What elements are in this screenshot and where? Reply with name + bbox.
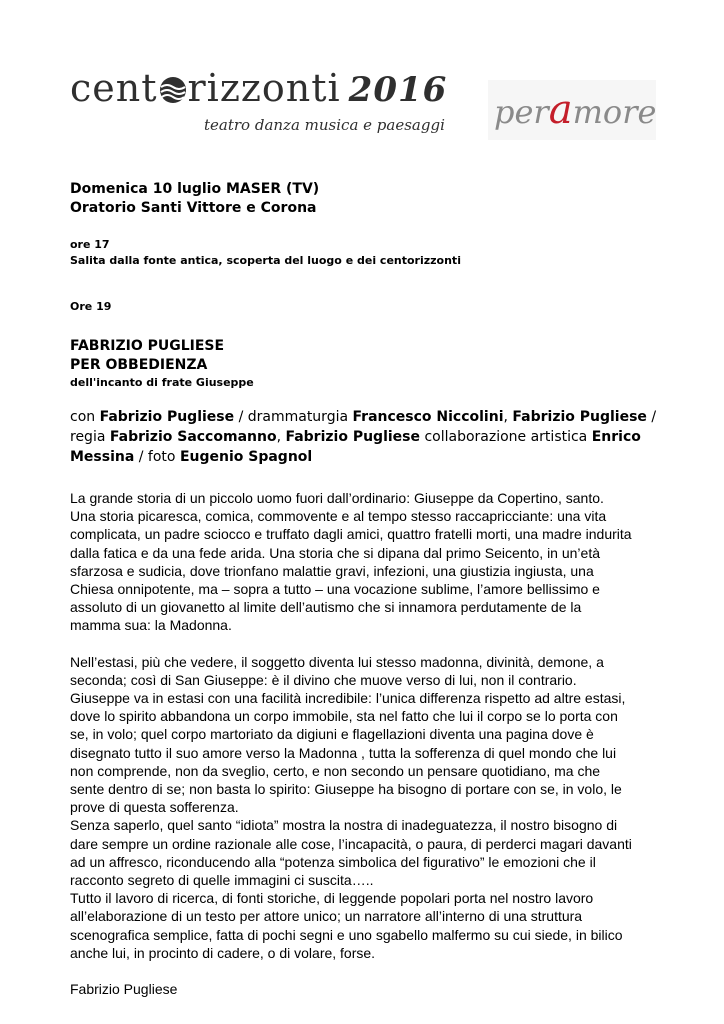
text-line: dare sempre un ordine razionale alle cose, l’incapacità, o paura, di perderci magari davanti bbox=[70, 835, 632, 852]
text-line: disegnato tutto il suo amore verso la Madonna , tutta la sofferenza di quel mondo che lui bbox=[70, 744, 617, 761]
wave-icon bbox=[158, 70, 188, 114]
text-line: Una storia picaresca, comica, commovente e al tempo stesso raccapricciante: una vita bbox=[70, 508, 607, 525]
text-line: sfarzosa e sudicia, dove trionfano malattie gravi, infezioni, una giustizia ingiusta, una bbox=[70, 562, 594, 579]
text-line: ad un affresco, riconducendo alla “potenza simbolica del figurativo” le emozioni che il bbox=[70, 853, 596, 870]
text-line: all’elaborazione di un testo per attore unico; un narratore all’interno di una struttura bbox=[70, 908, 583, 925]
peramore-logo bbox=[488, 80, 656, 140]
text-line: mamma sua: la Madonna. bbox=[70, 617, 232, 634]
signature: Fabrizio Pugliese bbox=[70, 981, 178, 998]
text-line: prove di questa sofferenza. bbox=[70, 799, 239, 816]
credits: con Fabrizio Pugliese / drammaturgia Francesco Niccolini, Fabrizio Pugliese / regia Fabrizio Saccomanno, Fabrizio Pugliese collaborazione artistica Enrico Messina / foto Eugenio Spagnol bbox=[70, 409, 657, 465]
text-line: La grande storia di un piccolo uomo fuori dall’ordinario: Giuseppe da Copertino, santo. bbox=[70, 490, 604, 506]
event-content bbox=[70, 180, 670, 998]
text-line: scenografica semplice, fatta di pochi segni e uno sgabello malfermo su cui siede, in bilico bbox=[70, 926, 623, 943]
text-line: dalla fatica e da una fede arida. Una storia che si dipana dal primo Seicento, in un’età bbox=[70, 544, 601, 561]
time-first-description: Salita dalla fonte antica, scoperta del luogo e dei centorizzonti bbox=[70, 254, 461, 267]
performer-name: FABRIZIO PUGLIESE bbox=[70, 338, 225, 354]
paragraph-estasi bbox=[70, 653, 670, 962]
text-line: seconda; così di San Giuseppe: è il divino che muove verso di lui, non il contrario. bbox=[70, 671, 577, 688]
event-venue: Oratorio Santi Vittore e Corona bbox=[70, 200, 317, 216]
logo-tagline: teatro danza musica e paesaggi bbox=[204, 116, 445, 134]
logo-wordmark-text: cent bbox=[70, 66, 158, 110]
text-line: Senza saperlo, quel santo “idiota” mostra la nostra di inadeguatezza, il nostro bisogno di bbox=[70, 817, 618, 834]
time-second: Ore 19 bbox=[70, 300, 112, 313]
text-line: anche lui, in procinto di cadere, o di volare, forse. bbox=[70, 944, 376, 961]
text-line: Nell’estasi, più che vedere, il soggetto diventa lui stesso madonna, divinità, demone, a bbox=[70, 653, 604, 670]
text-line: complicata, un padre sciocco e truffato dagli amici, quattro fratelli morti, una madre indurita bbox=[70, 526, 632, 543]
text-line: Chiesa onnipotente, ma – sopra a tutto – una vocazione sublime, l’amore bellissimo e bbox=[70, 581, 600, 598]
logo-wordmark: cent rizzonti 2016 bbox=[70, 66, 447, 114]
time-first: ore 17 bbox=[70, 238, 110, 251]
show-title: PER OBBEDIENZA bbox=[70, 357, 208, 373]
text-line: assoluto di un giovanetto al limite dell’autismo che si innamora perdutamente de la bbox=[70, 599, 582, 616]
logo-year: 2016 bbox=[348, 70, 448, 110]
event-date: Domenica 10 luglio MASER (TV) bbox=[70, 181, 320, 197]
text-line: Tutto il lavoro di ricerca, di fonti storiche, di leggende popolari porta nel nostro lavoro bbox=[70, 890, 594, 907]
text-line: dove lo spirito abbandona un corpo immobile, sta nel fatto che lui il corpo se lo porta con bbox=[70, 708, 618, 725]
paragraph-story bbox=[70, 489, 670, 635]
show-subtitle: dell'incanto di frate Giuseppe bbox=[70, 376, 254, 389]
text-line: non comprende, non da sveglio, certo, e non secondo un pensare quotidiano, ma che bbox=[70, 762, 601, 779]
text-line: sente dentro di se; non basta lo spirito: Giuseppe ha bisogno di portare con se, in volo, le bbox=[70, 781, 622, 798]
text-line: Giuseppe va in estasi con una facilità incredibile: l’unica differenza rispetto ad altre estasi, bbox=[70, 690, 626, 707]
text-line: se, in volo; quel corpo martoriato da digiuni e flagellazioni diventa una pagina dove è bbox=[70, 726, 594, 743]
peramore-wordmark: peramore bbox=[494, 87, 657, 133]
text-line: racconto segreto di quelle immagini ci suscita….. bbox=[70, 872, 374, 889]
centorizzonti-logo bbox=[70, 66, 450, 146]
